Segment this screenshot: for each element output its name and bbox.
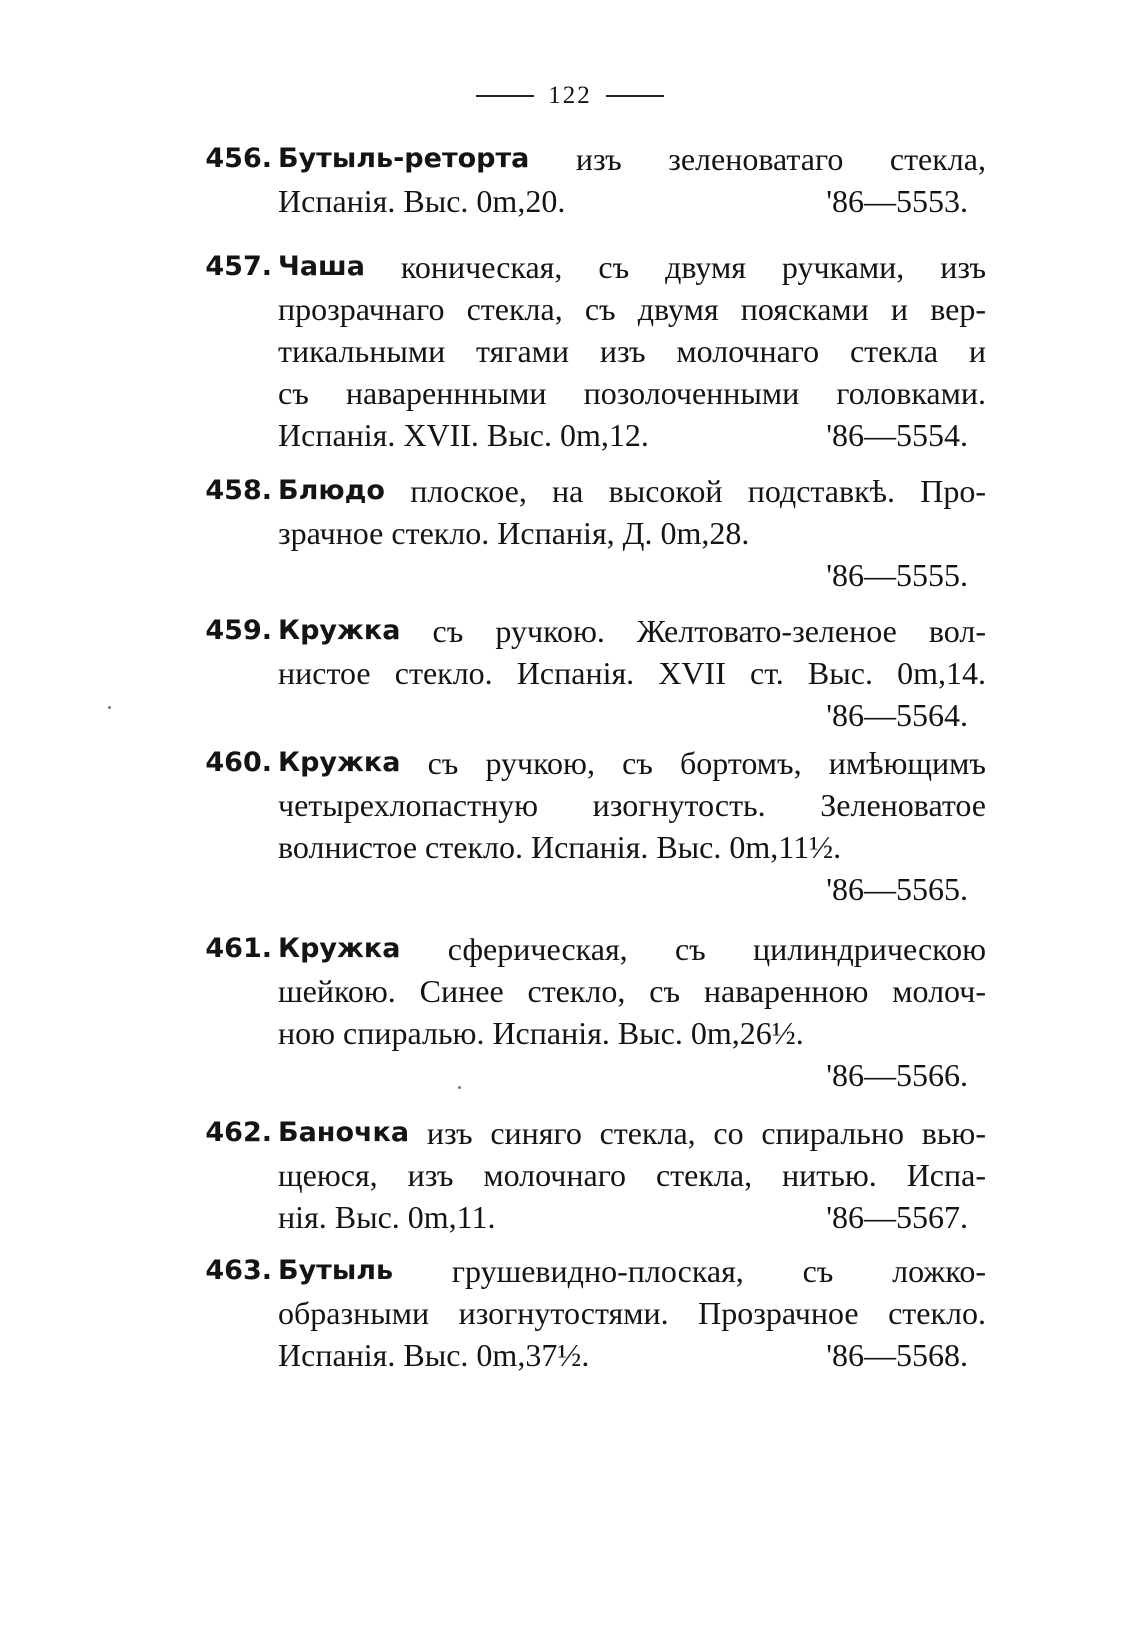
entry-line xyxy=(278,970,986,1012)
entry-word: Зеленоватое xyxy=(820,787,986,823)
entry-word: молочнаго xyxy=(483,1157,627,1193)
entry-word: стекла, xyxy=(599,1115,696,1151)
entry-word: наваренною xyxy=(703,973,869,1009)
entry-word: четырехлопастную xyxy=(278,787,539,823)
inventory-number: '86—5553. xyxy=(826,183,968,219)
entry-word: зеленоватаго xyxy=(668,141,844,177)
entry-title-word: Кружка xyxy=(278,933,401,964)
entry-number: 457. xyxy=(205,251,272,282)
inventory-number: '86—5564. xyxy=(826,697,968,733)
entry-word: съ xyxy=(802,1253,834,1289)
entry-word: сферическая, xyxy=(447,931,628,967)
entry-word: молоч- xyxy=(892,973,986,1009)
entry-word: вью- xyxy=(921,1115,986,1151)
entry-word: бортомъ, xyxy=(679,745,802,781)
entry-word: Про- xyxy=(920,473,986,509)
entry-word: Выс. xyxy=(807,655,873,691)
entry-number: 458. xyxy=(205,475,272,506)
entry-line xyxy=(278,470,986,512)
entry-line xyxy=(278,1334,986,1376)
entry-word: изъ xyxy=(575,141,622,177)
entry-word: изогнутостями. xyxy=(458,1295,669,1331)
entry-text xyxy=(278,928,986,1096)
entry-word: ст. xyxy=(749,655,784,691)
entry-line xyxy=(278,554,986,596)
entry-title-word: Чаша xyxy=(278,251,365,282)
entry-word: стекла, xyxy=(889,141,986,177)
header-rule-left xyxy=(476,95,534,97)
inventory-number: '86—5554. xyxy=(826,417,968,453)
entry-title-word: Бутыль-реторта xyxy=(278,143,530,174)
entry-word: двумя xyxy=(637,291,719,327)
entry-word: изъ xyxy=(407,1157,454,1193)
entry-word: на xyxy=(552,473,584,509)
entry-line xyxy=(278,652,986,694)
entry-word: съ xyxy=(427,745,459,781)
entry-word: стекла xyxy=(849,333,939,369)
entry-word: изъ xyxy=(426,1115,473,1151)
entry-word: съ xyxy=(598,249,630,285)
entry-word: прозрачнаго xyxy=(278,291,445,327)
entry-word: образными xyxy=(278,1295,430,1331)
entry-line xyxy=(278,288,986,330)
entry-word: высокой xyxy=(608,473,723,509)
entry-line xyxy=(278,1196,986,1238)
entry-word: XVII xyxy=(658,655,726,691)
entry-word: стекло, xyxy=(527,973,626,1009)
entry-text xyxy=(278,742,986,910)
entry-number: 460. xyxy=(205,747,272,778)
entry-number: 461. xyxy=(205,933,272,964)
entry-word: подставкѣ. xyxy=(747,473,895,509)
entry-word: коническая, xyxy=(400,249,563,285)
entry-title-word: Баночка xyxy=(278,1117,410,1148)
entry-word: изъ xyxy=(940,249,986,285)
entry-word: 0m,14. xyxy=(897,655,986,691)
page-header xyxy=(0,82,1140,110)
entry-word: плоское, xyxy=(410,473,527,509)
entry-word: нистое xyxy=(278,655,371,691)
entry-number: 463. xyxy=(205,1255,272,1286)
entry-title-word: Кружка xyxy=(278,747,401,778)
entry-word: спирально xyxy=(761,1115,904,1151)
entry-line xyxy=(278,826,986,868)
entry-word: синяго xyxy=(490,1115,582,1151)
entry-line xyxy=(278,742,986,784)
entry-word: Прозрачное xyxy=(698,1295,859,1331)
entry-line xyxy=(278,138,986,180)
inventory-number: '86—5568. xyxy=(826,1337,968,1373)
entry-word: нитью. xyxy=(782,1157,877,1193)
entry-title-word: Блюдо xyxy=(278,475,385,506)
entry-word: со xyxy=(713,1115,744,1151)
entry-text xyxy=(278,246,986,456)
entry-line xyxy=(278,512,986,554)
entry-word: имѣющимъ xyxy=(828,745,986,781)
entry-word: тягами xyxy=(476,333,570,369)
entry-text xyxy=(278,610,986,736)
entry-line xyxy=(278,372,986,414)
entry-word: ручками, xyxy=(781,249,905,285)
entry-description: зрачное стекло. Испанія, Д. 0m,28. xyxy=(278,515,750,551)
entry-word: головками. xyxy=(836,375,986,411)
entry-title-word: Кружка xyxy=(278,615,401,646)
entry-line xyxy=(278,1112,986,1154)
entry-word: ручкою. xyxy=(495,613,605,649)
entry-number: 459. xyxy=(205,615,272,646)
inventory-number: '86—5566. xyxy=(826,1057,968,1093)
entry-number: 462. xyxy=(205,1117,272,1148)
entry-word: Испанія. xyxy=(516,655,635,691)
entry-description: Испанія. Выс. 0m,37½. xyxy=(278,1337,590,1373)
entry-word: съ xyxy=(622,745,653,781)
entry-description: Испанія. XVII. Выс. 0m,12. xyxy=(278,417,649,453)
entry-word: цилиндрическою xyxy=(753,931,986,967)
entry-word: стекла, xyxy=(655,1157,753,1193)
entry-word: Желтовато-зеленое xyxy=(637,613,897,649)
entry-word: съ xyxy=(674,931,706,967)
entry-word: навареннными xyxy=(345,375,547,411)
entry-word: и xyxy=(968,333,986,369)
entry-text xyxy=(278,1112,986,1238)
entry-word: шейкою. xyxy=(278,973,396,1009)
entry-word: поясками xyxy=(740,291,869,327)
entry-word: съ xyxy=(278,375,309,411)
entry-word: изъ xyxy=(599,333,646,369)
inventory-number: '86—5565. xyxy=(826,871,968,907)
inventory-number: '86—5567. xyxy=(826,1199,968,1235)
entry-word: съ xyxy=(649,973,680,1009)
entry-text xyxy=(278,138,986,222)
entry-word: грушевидно-плоская, xyxy=(451,1253,744,1289)
entry-line xyxy=(278,1292,986,1334)
entry-word: тикальными xyxy=(278,333,446,369)
entry-text xyxy=(278,1250,986,1376)
entry-word: позолоченными xyxy=(583,375,800,411)
entry-line xyxy=(278,1154,986,1196)
entry-word: и xyxy=(890,291,909,327)
entry-word: изогнутость. xyxy=(592,787,766,823)
inventory-number: '86—5555. xyxy=(826,557,968,593)
entry-description: ною спиралью. Испанія. Выс. 0m,26½. xyxy=(278,1015,804,1051)
entry-word: Синее xyxy=(419,973,504,1009)
header-rule-right xyxy=(606,95,664,97)
entry-description: нія. Выс. 0m,11. xyxy=(278,1199,496,1235)
scan-speck xyxy=(458,1086,461,1089)
entry-text xyxy=(278,470,986,596)
entry-line xyxy=(278,694,986,736)
entry-word: ручкою, xyxy=(485,745,595,781)
entry-line xyxy=(278,610,986,652)
entry-line xyxy=(278,180,986,222)
entry-word: Испа- xyxy=(906,1157,986,1193)
entry-line xyxy=(278,1054,986,1096)
entry-line xyxy=(278,1250,986,1292)
entry-line xyxy=(278,246,986,288)
page-number: 122 xyxy=(548,82,592,109)
entry-line xyxy=(278,928,986,970)
entry-word: ложко- xyxy=(892,1253,986,1289)
entry-line xyxy=(278,330,986,372)
entry-title-word: Бутыль xyxy=(278,1255,394,1286)
entry-description: волнистое стекло. Испанія. Выс. 0m,11½. xyxy=(278,829,842,865)
entry-line xyxy=(278,868,986,910)
entry-word: щеюся, xyxy=(278,1157,378,1193)
entry-word: вол- xyxy=(928,613,986,649)
scan-speck xyxy=(108,706,111,709)
entry-word: молочнаго xyxy=(676,333,820,369)
entry-word: стекло. xyxy=(394,655,493,691)
entry-word: вер- xyxy=(930,291,986,327)
entry-word: съ xyxy=(432,613,464,649)
entry-line xyxy=(278,784,986,826)
entry-number: 456. xyxy=(205,143,272,174)
entry-word: стекло. xyxy=(888,1295,986,1331)
entry-description: Испанія. Выс. 0m,20. xyxy=(278,183,566,219)
entry-word: съ xyxy=(584,291,616,327)
entry-line xyxy=(278,1012,986,1054)
entry-word: стекла, xyxy=(466,291,563,327)
entry-line xyxy=(278,414,986,456)
entry-word: двумя xyxy=(665,249,746,285)
